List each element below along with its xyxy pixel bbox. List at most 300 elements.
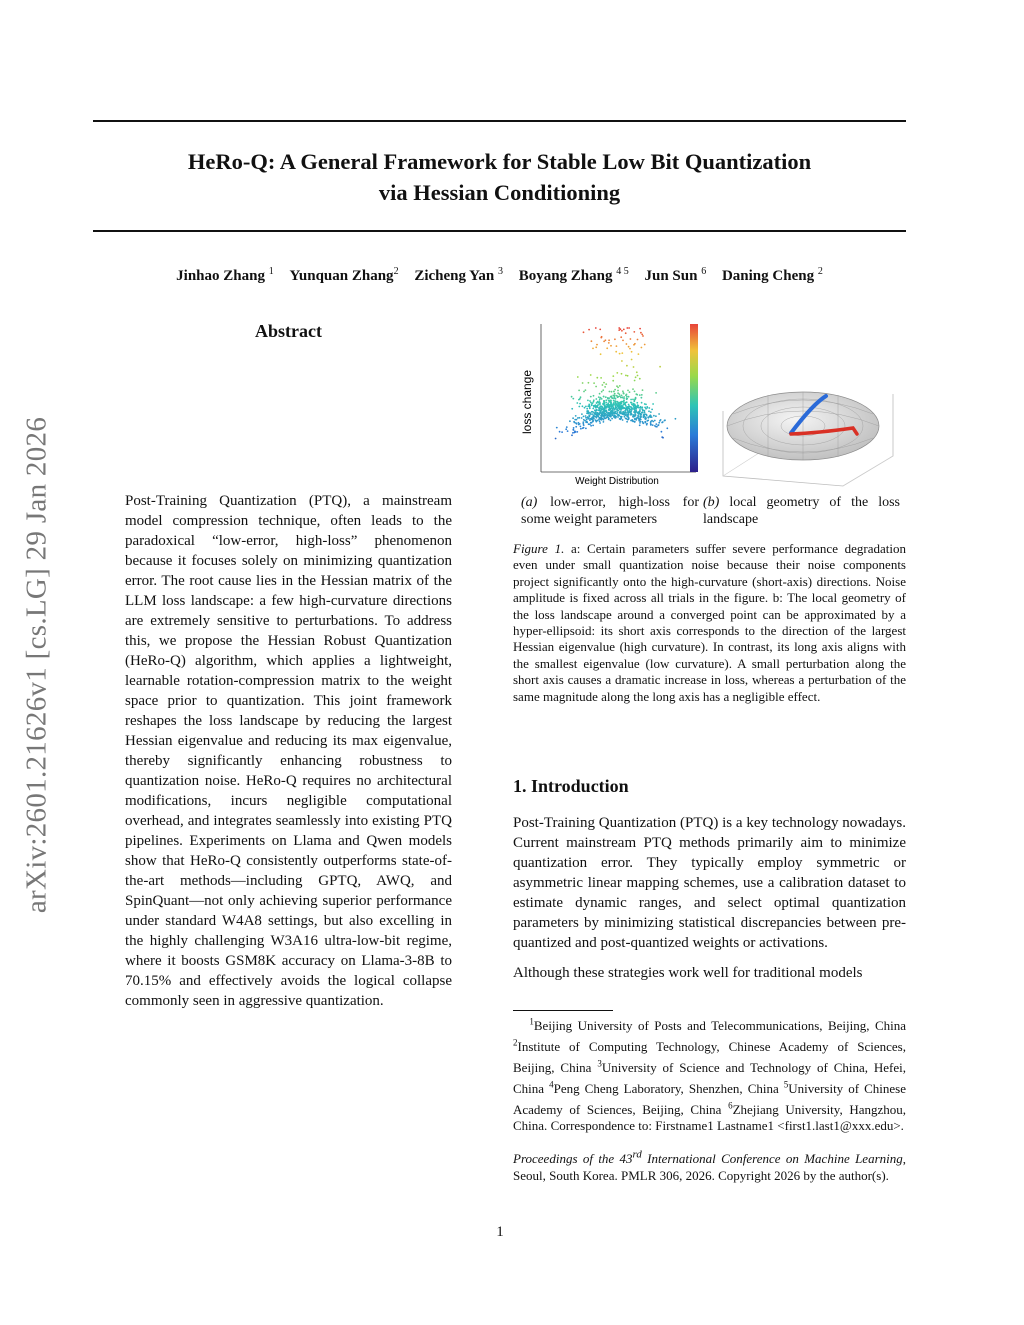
figure-1 [513,316,906,496]
scatter-point [616,401,618,403]
scatter-point [622,340,624,342]
intro-body [513,813,906,993]
scatter-point [592,416,594,418]
scatter-point [641,334,643,336]
scatter-point [635,376,637,378]
scatter-point [658,413,660,415]
scatter-point [639,424,641,426]
subcaption-a-tag: (a) [521,495,538,510]
plot-a-colorbar [690,324,698,472]
scatter-point [660,419,662,421]
scatter-point [575,415,577,417]
scatter-point [614,395,616,397]
scatter-point [652,403,654,405]
scatter-point [565,428,567,430]
scatter-point [661,431,663,433]
scatter-point [603,412,605,414]
scatter-point [658,422,660,424]
scatter-point [595,327,597,329]
scatter-point [603,410,605,412]
scatter-point [599,398,601,400]
scatter-point [590,412,592,414]
scatter-point [629,411,631,413]
scatter-point [595,398,597,400]
scatter-point [612,405,614,407]
affiliation: $^2$Institute of Computing Technology, Chinese Academy of Sciences, Beijing, China [513,1037,906,1075]
scatter-point [584,407,586,409]
scatter-point [623,393,625,395]
scatter-point [583,331,585,333]
scatter-point [604,386,606,388]
scatter-point [573,427,575,429]
scatter-point [588,413,590,415]
scatter-point [642,389,644,391]
scatter-point [614,411,616,413]
scatter-point [605,406,607,408]
scatter-point [614,389,616,391]
scatter-point [633,331,635,333]
scatter-point [605,414,607,416]
affiliation: $^1$Beijing University of Posts and Telecommunications, Beijing, China [529,1017,906,1034]
scatter-point [602,384,604,386]
scatter-point [631,407,633,409]
scatter-point [587,405,589,407]
scatter-point [639,417,641,419]
scatter-point [666,427,668,429]
scatter-point [599,393,601,395]
scatter-point [593,401,595,403]
scatter-point [633,366,635,368]
scatter-point [661,422,663,424]
title-bottom-rule [93,230,906,232]
scatter-point [608,397,610,399]
scatter-point [635,407,637,409]
scatter-point [621,405,623,407]
scatter-point [640,332,642,334]
scatter-point [626,327,628,329]
scatter-point [606,404,608,406]
scatter-point [661,436,663,438]
scatter-point [572,398,574,400]
scatter-point [580,428,582,430]
scatter-point [585,417,587,419]
scatter-point [625,375,627,377]
intro-paragraph-1: Post-Training Quantization (PTQ) is a key technology nowadays. Current mainstream PTQ methods primarily aim to minimize quantization error. They typically employ symmetric or asymmetric linear mapping schemes, use a calibration dataset to estimate dynamic ranges, and select optimal quantization parameters by minimizing statistical discrepancies between pre-quantized and post-quantized weights or activations. [513,815,906,951]
scatter-point [555,438,557,440]
scatter-point [620,407,622,409]
scatter-point [592,408,594,410]
scatter-point [611,396,613,398]
scatter-point [596,344,598,346]
scatter-point [614,393,616,395]
scatter-point [593,395,595,397]
scatter-point [628,405,630,407]
scatter-point [634,343,636,345]
scatter-point [625,332,627,334]
scatter-point [622,411,624,413]
scatter-point [593,415,595,417]
scatter-point [587,400,589,402]
scatter-point [644,422,646,424]
scatter-point [637,412,639,414]
scatter-point [614,413,616,415]
scatter-point [581,417,583,419]
scatter-point [610,407,612,409]
affiliations-footnote [513,1014,906,1135]
proceedings-note: Proceedings of the 43rd International Conference on Machine Learning, Seoul, South Korea. PMLR 306, 2026. Copyright 2026 by the author(s). [513,1149,906,1183]
scatter-point [556,427,558,429]
scatter-point [592,419,594,421]
scatter-point [569,420,571,422]
scatter-point [605,383,607,385]
scatter-point [628,417,630,419]
scatter-point [635,393,637,395]
scatter-point [582,421,584,423]
scatter-point [631,359,633,361]
scatter-point [590,418,592,420]
scatter-point [586,419,588,421]
scatter-point [575,431,577,433]
scatter-point [596,377,598,379]
scatter-point [627,406,629,408]
scatter-point [638,353,640,355]
author-list [93,266,906,285]
scatter-point [616,345,618,347]
scatter-point [606,411,608,413]
scatter-point [590,374,592,376]
scatter-point [590,402,592,404]
scatter-point [619,393,621,395]
arxiv-id: arXiv:2601.21626v1 [cs.LG] 29 Jan 2026 [20,416,53,914]
scatter-point [576,402,578,404]
footnote-rule [513,1010,613,1011]
scatter-point [618,414,620,416]
scatter-point [626,398,628,400]
scatter-point [641,406,643,408]
scatter-point [598,396,600,398]
scatter-point [634,418,636,420]
scatter-point [583,424,585,426]
scatter-point [625,409,627,411]
scatter-point [623,329,625,331]
scatter-point [646,406,648,408]
scatter-point [610,413,612,415]
scatter-point [601,391,603,393]
scatter-point [615,406,617,408]
scatter-point [603,421,605,423]
scatter-point [585,428,587,430]
scatter-point [613,416,615,418]
scatter-point [617,412,619,414]
scatter-point [600,407,602,409]
scatter-point [580,426,582,428]
scatter-point [634,380,636,382]
scatter-point [620,336,622,338]
scatter-point [585,415,587,417]
plot-a-scatter [555,327,677,439]
scatter-point [619,385,621,387]
plot-a-ylabel: loss change [520,369,534,435]
scatter-point [613,391,615,393]
scatter-point [578,406,580,408]
scatter-point [578,424,580,426]
scatter-point [625,414,627,416]
author: Zicheng Yan $^3$ [414,266,503,284]
scatter-point [620,417,622,419]
scatter-point [641,397,643,399]
abstract-heading: Abstract [255,321,322,341]
scatter-point [655,392,657,394]
scatter-point [644,403,646,405]
scatter-point [632,421,634,423]
scatter-point [633,405,635,407]
scatter-point [591,340,593,342]
scatter-point [599,405,601,407]
scatter-point [594,413,596,415]
scatter-point [592,413,594,415]
scatter-point [633,411,635,413]
scatter-point [623,407,625,409]
author: Yunquan Zhang$^2$ [289,266,399,284]
scatter-point [611,418,613,420]
scatter-point [626,401,628,403]
scatter-point [639,409,641,411]
scatter-point [605,399,607,401]
scatter-point [583,419,585,421]
scatter-point [654,425,656,427]
scatter-point [571,396,573,398]
scatter-point [574,422,576,424]
scatter-point [642,335,644,337]
scatter-point [628,396,630,398]
scatter-point [617,390,619,392]
scatter-point [604,407,606,409]
author: Jinhao Zhang $^1$ [176,266,274,284]
scatter-point [572,417,574,419]
figure-1-caption-text: a: Certain parameters suffer severe performance degradation even under small quantization noise because their noise components project significantly onto the high-curvature (short-axis) directions. Noise amplitude is fixed across all trials in the figure. b: The local geometry of the loss landscape around a converged point can be approximated by a hyper-ellipsoid: its short axis corresponds to the direction of the largest Hessian eigenvalue (high curvature). In contrast, its long axis aligns with the smallest eigenvalue (low curvature). A small perturbation along the short axis causes a dramatic increase in loss, whereas a perturbation of the same magnitude along the long axis has a negligible effect. [513,541,906,704]
scatter-point [609,408,611,410]
affiliation: $^4$Peng Cheng Laboratory, Shenzhen, China [549,1079,784,1096]
scatter-point [646,414,648,416]
scatter-point [625,418,627,420]
scatter-point [634,421,636,423]
title-top-rule [93,120,906,122]
scatter-point [610,420,612,422]
scatter-point [600,397,602,399]
scatter-point [630,399,632,401]
plot-b-ellipsoid-plot [723,392,893,486]
scatter-point [645,416,647,418]
scatter-point [561,431,563,433]
scatter-point [597,414,599,416]
scatter-point [632,399,634,401]
scatter-point [637,339,639,341]
scatter-point [658,424,660,426]
scatter-point [605,410,607,412]
scatter-point [626,396,628,398]
scatter-point [567,430,569,432]
scatter-point [633,414,635,416]
scatter-point [636,371,638,373]
scatter-point [612,411,614,413]
scatter-point [587,417,589,419]
scatter-point [600,411,602,413]
scatter-point [607,415,609,417]
scatter-point [634,391,636,393]
scatter-point [654,420,656,422]
scatter-point [583,427,585,429]
scatter-point [622,390,624,392]
scatter-point [617,416,619,418]
scatter-point [611,391,613,393]
scatter-point [613,408,615,410]
scatter-point [616,395,618,397]
scatter-point [578,390,580,392]
scatter-point [628,327,630,329]
scatter-point [574,419,576,421]
scatter-point [621,373,623,375]
scatter-point [605,396,607,398]
scatter-point [603,382,605,384]
scatter-point [637,417,639,419]
intro-paragraph-2: Although these strategies work well for traditional models [513,965,863,981]
scatter-point [608,342,610,344]
subcaption-a [521,494,699,528]
scatter-point [615,416,617,418]
scatter-point [637,375,639,377]
scatter-point [618,407,620,409]
scatter-point [621,352,623,354]
abstract-text: Post-Training Quantization (PTQ), a mainstream model compression technique, often leads to the paradoxical “low-error, high-loss” phenomenon because it focuses solely on minimizing quantization error. The root cause lies in the Hessian matrix of the LLM loss landscape: a few high-curvature directions are extremely sensitive to perturbations. To address this, we propose the Hessian Robust Quantization (HeRo-Q) algorithm, which applies a lightweight, learnable rotation-compression matrix to the weight space prior to quantization. This joint framework reshapes the loss landscape by reducing the largest Hessian eigenvalue and reducing its max eigenvalue, thereby significantly enhancing robustness to quantization noise. HeRo-Q requires no architectural modifications, incurs negligible computational overhead, and integrates seamlessly into existing PTQ pipelines. Experiments on Llama and Qwen models show that HeRo-Q consistently outperforms state-of-the-art methods—including GPTQ, AWQ, and SpinQuant—not only achieving superior performance under standard W4A8 settings, but also excelling in the highly challenging W3A16 ultra-low-bit regime, where it boosts GSM8K accuracy on Llama-3-8B to 70.15% and effectively avoids the logical collapse commonly seen in aggressive quantization. [125,493,452,1009]
scatter-point [603,414,605,416]
scatter-point [576,423,578,425]
scatter-point [603,396,605,398]
scatter-point [606,347,608,349]
scatter-point [619,353,621,355]
scatter-point [626,394,628,396]
scatter-point [598,402,600,404]
scatter-point [600,415,602,417]
scatter-point [610,411,612,413]
figure-1-caption-label: Figure 1. [513,541,565,556]
scatter-point [641,402,643,404]
scatter-point [578,417,580,419]
scatter-point [636,402,638,404]
scatter-point [640,414,642,416]
scatter-point [576,431,578,433]
scatter-point [639,328,641,330]
scatter-point [623,400,625,402]
scatter-point [595,386,597,388]
scatter-point [649,416,651,418]
scatter-point [642,421,644,423]
scatter-point [627,419,629,421]
scatter-point [644,407,646,409]
scatter-point [605,417,607,419]
scatter-point [587,411,589,413]
subcaption-a-text: low-error, high-loss for some weight parameters [521,495,699,527]
scatter-point [590,396,592,398]
scatter-point [655,423,657,425]
scatter-point [621,395,623,397]
scatter-point [608,400,610,402]
scatter-point [571,434,573,436]
scatter-point [596,409,598,411]
scatter-point [637,404,639,406]
scatter-point [619,411,621,413]
scatter-point [639,422,641,424]
scatter-point [588,404,590,406]
scatter-point [610,345,612,347]
scatter-point [592,348,594,350]
scatter-point [618,396,620,398]
page-number: 1 [496,1224,504,1240]
scatter-point [595,406,597,408]
scatter-point [583,416,585,418]
subcaption-b-text: local geometry of the loss landscape [703,495,900,527]
scatter-point [593,382,595,384]
scatter-point [653,415,655,417]
scatter-point [613,397,615,399]
scatter-point [648,410,650,412]
scatter-point [621,396,623,398]
scatter-point [634,398,636,400]
scatter-point [624,403,626,405]
scatter-point [623,413,625,415]
scatter-point [575,426,577,428]
scatter-point [621,360,623,362]
scatter-point [599,420,601,422]
scatter-point [650,421,652,423]
scatter-point [589,423,591,425]
scatter-point [579,403,581,405]
scatter-point [622,419,624,421]
affiliation: $^5$University of Chinese Academy of Sciences, Beijing, China [513,1079,906,1117]
scatter-point [643,415,645,417]
scatter-point [603,402,605,404]
author: Daning Cheng $^2$ [721,266,823,284]
scatter-point [655,415,657,417]
scatter-point [599,329,601,331]
paper-title [93,146,906,208]
scatter-point [644,411,646,413]
scatter-point [582,382,584,384]
scatter-point [627,375,629,377]
scatter-point [630,406,632,408]
scatter-point [589,415,591,417]
scatter-point [632,416,634,418]
scatter-point [600,337,602,339]
scatter-point [615,351,617,353]
scatter-point [630,338,632,340]
scatter-point [630,420,632,422]
scatter-point [605,339,607,341]
scatter-point [646,424,648,426]
author: Boyang Zhang $^{4 5}$ [518,266,629,284]
subcaption-b-tag: (b) [703,495,720,510]
scatter-point [610,402,612,404]
scatter-point [644,410,646,412]
scatter-point [627,390,629,392]
scatter-point [608,339,610,341]
scatter-point [631,414,633,416]
scatter-point [591,405,593,407]
affiliation: $^6$Zhejiang University, Hangzhou, China. [513,1100,906,1134]
scatter-point [626,343,628,345]
correspondence: Correspondence to: Firstname1 Lastname1 <first1.last1@xxx.edu>. [550,1118,904,1134]
scatter-point [629,348,631,350]
scatter-point [588,382,590,384]
